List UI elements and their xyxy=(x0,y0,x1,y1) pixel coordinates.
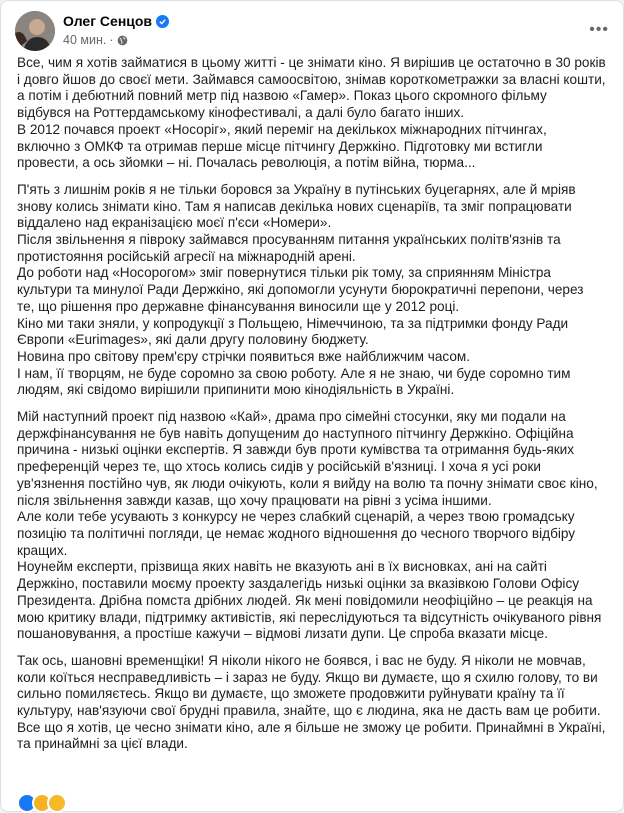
post-text-line: відбувся на Роттердамському кінофестивалі, а далі було багато інших. xyxy=(17,105,465,121)
post-text-line: Після звільнення я півроку займався просуванням питання українських політв'язнів та xyxy=(17,232,561,248)
post-text-line: Президента. Дрібна помста дрібних людей. Як мені повідомили неофіційно – це реакція на xyxy=(17,592,593,608)
post-text-line: культури та минулої Ради Держкіно, які допомогли усунути бюрократичні перепони, через xyxy=(17,282,584,298)
care-reaction-icon xyxy=(47,793,67,813)
post-text-line: держфінансування не був навіть допущеним до наступного пітчингу Держкіно. Офіційна xyxy=(17,425,574,441)
author-name-row xyxy=(63,13,169,29)
post-text-line: Але коли тебе усувають з конкурсу не через слабкий сценарій, а через твою громадську xyxy=(17,509,575,525)
more-options-icon[interactable]: ••• xyxy=(589,21,609,38)
author-avatar[interactable] xyxy=(15,11,55,51)
post-meta xyxy=(63,33,128,47)
post-paragraph xyxy=(17,182,615,399)
post-text-line: пошановування, а простіше кажучи – відмові лизати дупи. Це спроба вказати місце. xyxy=(17,626,549,642)
post-text-line: коли коїться несправедливість – і зараз не буду. Якщо ви думаєте, що я схилю голову, то ви xyxy=(17,669,598,685)
verified-badge-icon xyxy=(156,15,169,28)
author-name[interactable]: Олег Сенцов xyxy=(63,13,153,29)
meta-separator: · xyxy=(109,33,114,47)
post-text-line: після звільнення завжди казав, що хочу працювати на рівні з усіма іншими. xyxy=(17,492,492,508)
post-text-line: культуру, нав'язуючи свої брудні правила, знайте, що є людина, яка не дасть вам це робити. xyxy=(17,703,601,719)
post-text-line: а потім і дебютний повний метр під назвою «Гамер». Показ цього скромного фільму xyxy=(17,88,547,104)
post-text-line: протистояння російській агресії на міжнародній арені. xyxy=(17,248,356,264)
post-text-line: Так ось, шановні временщіки! Я ніколи нікого не боявся, і вас не буду. Я ніколи не мовчав, xyxy=(17,652,586,668)
post-text-line: Все що я хотів, це чесно знімати кіно, але я більше не зможу це робити. Принаймні в Україні, xyxy=(17,719,606,735)
post-text-line: Європи «Eurimages», які дали другу половину бюджету. xyxy=(17,332,369,348)
post-text-line: те, що рішення про державне фінансування виносили ще у 2012 році. xyxy=(17,298,460,314)
post-text-line: і довго йшов до своєї мети. Займався самоосвітою, знімав короткометражки за власні кошти, xyxy=(17,71,606,87)
post-text-line: Все, чим я хотів займатися в цьому житті - це знімати кіно. Я вирішив це остаточно в 30 років xyxy=(17,55,606,70)
post-text-line: І нам, її творцям, не буде соромно за свою роботу. Але я не знаю, чи буде соромно тим xyxy=(17,365,571,381)
post-text-line: Мій наступний проект під назвою «Кай», драма про сімейні стосунки, яку ми подали на xyxy=(17,409,566,425)
post-paragraph xyxy=(17,653,615,753)
post-text-line: знову колись знімати кіно. Там я написав декілька нових сценаріїв, та зміг попрацювати xyxy=(17,198,572,214)
post-text-line: До роботи над «Носорогом» зміг повернутися тільки рік тому, за сприянням Міністра xyxy=(17,265,551,281)
post-text-line: мою критику влади, підтримку активістів, які переслідуються та відсутність очікуваного рівня xyxy=(17,609,602,625)
reactions-summary[interactable] xyxy=(17,793,62,813)
post-paragraph xyxy=(17,409,615,643)
post-text-line: сильно помиляєтесь. Якщо ви думаєте, що зможете продовжити руйнувати країну та її xyxy=(17,686,565,702)
post-paragraph xyxy=(17,55,615,172)
post-text-line: віддалено над екранізацією моєї п'єси «Номери». xyxy=(17,215,332,231)
post-text-line: В 2012 почався проект «Носоріг», який переміг на декількох міжнародних пітчингах, xyxy=(17,121,547,137)
post-text-line: преференцій через те, що хтось колись сидів у російській в'язниці. І хоча я усі роки xyxy=(17,459,541,475)
avatar-photo-icon xyxy=(15,11,55,51)
post-text-line: включно з ОМКФ та отримав перше місце пітчингу Держкіно. Підготовку ми встигли xyxy=(17,138,543,154)
post-text-line: кращих. xyxy=(17,542,68,558)
post-text-line: Держкіно, поставили моєму проекту заздалегідь низькі оцінки за вказівкою Голови Офісу xyxy=(17,576,580,592)
post-text-line: провести, а ось зйомки – ні. Почалась революція, а потім війна, тюрма... xyxy=(17,155,476,171)
post-text-line: Новина про світову прем'єру стрічки появиться вже найближчим часом. xyxy=(17,348,471,364)
post-text-line: та принаймні за цієї влади. xyxy=(17,736,188,752)
globe-icon xyxy=(117,35,128,46)
post-text-line: позицію та політичні погляди, це немає жодного відношення до чесного творчого відбіру xyxy=(17,525,576,541)
post-text-line: ув'язнення постійно чув, як люди очікують, коли я вийду на волю та почну знімати своє кіно, xyxy=(17,475,598,491)
post-text-line: П'ять з лишнім років я не тільки боровся за Україну в путінських буцегарнях, але й мріяв xyxy=(17,181,576,197)
post-text-line: людям, які свідомо вирішили припинити мою кінодіяльність в Україні. xyxy=(17,382,455,398)
post-text-line: Кіно ми таки зняли, у копродукції з Польщею, Німеччиною, та за підтримки фонду Ради xyxy=(17,315,569,331)
post-text xyxy=(17,55,615,763)
post-time[interactable]: 40 мин. xyxy=(63,33,107,47)
post-text-line: причина - низькі оцінки експертів. Я завжди був проти кумівства та отримання будь-яких xyxy=(17,442,575,458)
post-text-line: Ноунейм експерти, прізвища яких навіть не вказують ані в їх висновках, ані на сайті xyxy=(17,559,547,575)
